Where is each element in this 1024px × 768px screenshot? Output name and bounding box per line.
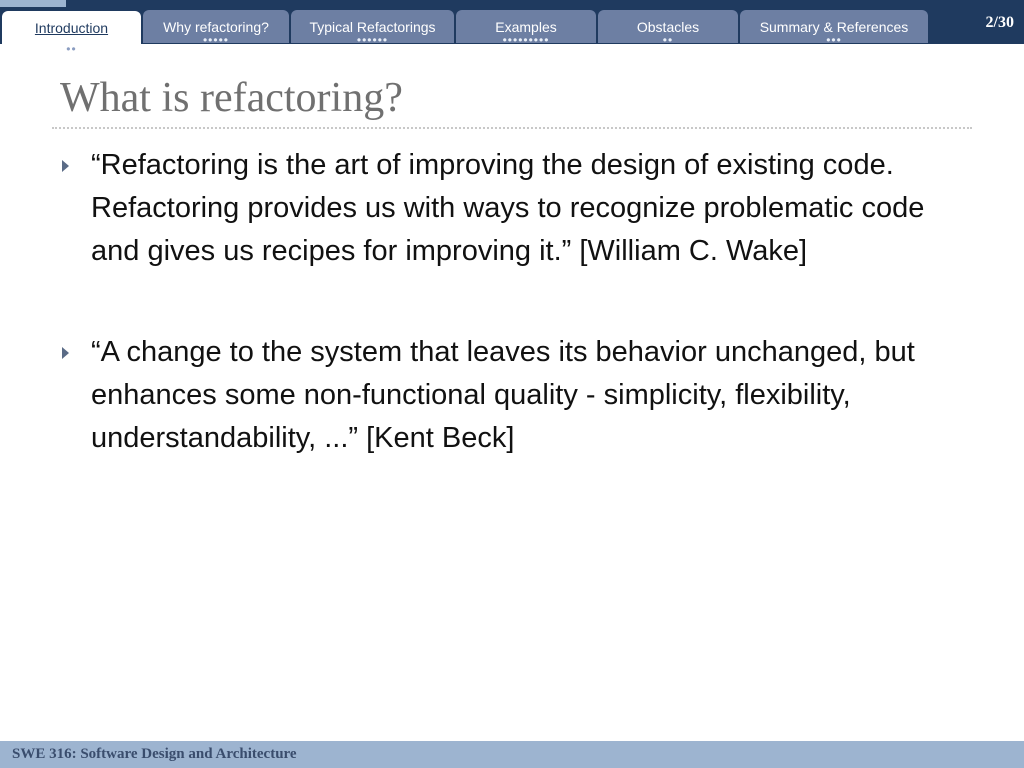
- triangle-bullet-icon: [62, 160, 69, 172]
- title-divider: [52, 127, 972, 129]
- tab-why-refactoring[interactable]: [143, 10, 289, 47]
- topbar-accent: [0, 0, 66, 7]
- tab-progress-dots: •••: [826, 33, 842, 47]
- bullet-item: [58, 144, 978, 273]
- tab-examples[interactable]: [456, 10, 596, 47]
- tab-progress-dots: •••••••••: [502, 33, 550, 47]
- tab-label: Typical Refactorings: [309, 19, 436, 35]
- bullet-item: [58, 331, 978, 460]
- tab-obstacles[interactable]: [598, 10, 738, 47]
- slide-title: What is refactoring?: [60, 75, 403, 121]
- tab-introduction[interactable]: [2, 11, 141, 56]
- bullet-text: “A change to the system that leaves its behavior unchanged, but enhances some non-functional quality - simplicity, flexibility, understandability, ...” [Kent Beck]: [91, 336, 915, 454]
- footer-bar: [0, 741, 1024, 768]
- bullet-text: “Refactoring is the art of improving the design of existing code. Refactoring provides us with ways to recognize problematic code and gives us recipes for improving it.” [William C. Wake]: [91, 149, 925, 267]
- page-number: 2/30: [985, 14, 1014, 31]
- tab-label: Summary & References: [759, 19, 909, 35]
- tab-summary-references[interactable]: [740, 10, 928, 47]
- tab-label: Examples: [495, 19, 557, 35]
- tab-progress-dots: ••••••: [356, 33, 389, 47]
- bullet-list: [58, 144, 978, 518]
- tab-progress-dots: ••: [662, 33, 674, 47]
- tab-label: Why refactoring?: [163, 19, 269, 35]
- triangle-bullet-icon: [62, 347, 69, 359]
- course-title: SWE 316: Software Design and Architecture: [12, 746, 297, 762]
- tab-typical-refactorings[interactable]: [291, 10, 454, 47]
- tab-label: Obstacles: [636, 19, 700, 35]
- tab-progress-dots: •••••: [202, 33, 229, 47]
- top-navigation-bar: [0, 0, 1024, 56]
- tab-label: Introduction: [34, 20, 109, 36]
- tab-progress-dots: ••: [66, 42, 77, 56]
